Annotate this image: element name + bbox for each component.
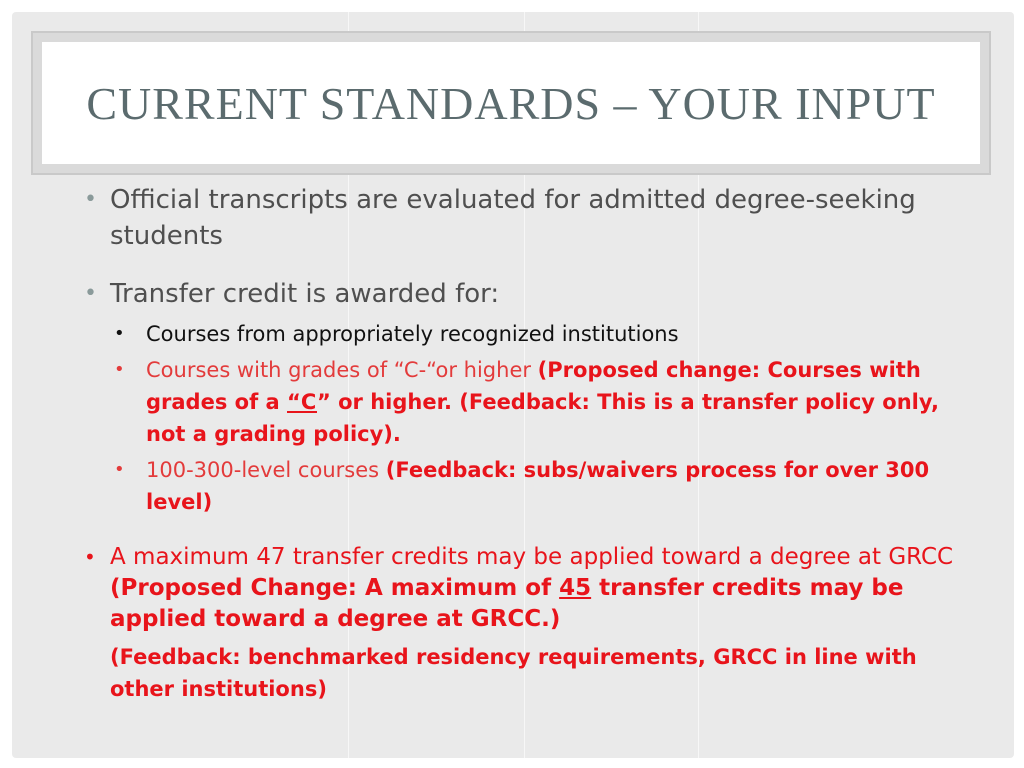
title-frame bbox=[31, 31, 991, 175]
feedback-text: ” or higher. (Feedback: This is a transfer policy only, not a grading policy). bbox=[146, 390, 939, 446]
slide-title: CURRENT STANDARDS – YOUR INPUT bbox=[86, 77, 936, 129]
sub-bullet-text: 100-300-level courses bbox=[146, 458, 386, 482]
sub-bullet-list bbox=[84, 318, 964, 518]
bullet-transcripts bbox=[84, 182, 964, 254]
feedback-paragraph: (Feedback: benchmarked residency requirements, GRCC in line with other institutions) bbox=[110, 645, 917, 701]
bullet-text: A maximum 47 transfer credits may be applied toward a degree at GRCC bbox=[110, 544, 954, 570]
bullet-text: Official transcripts are evaluated for admitted degree-seeking students bbox=[110, 185, 916, 251]
bullet-dot-icon: • bbox=[84, 281, 97, 306]
underlined-grade: “C bbox=[287, 390, 317, 414]
sub-bullet-text: Courses with grades of “C-“or higher bbox=[146, 358, 538, 382]
bullet-dot-icon: • bbox=[114, 359, 125, 380]
sub-bullet-text: Courses from appropriately recognized institutions bbox=[146, 322, 679, 346]
bullet-dot-icon: • bbox=[84, 187, 97, 212]
title-box bbox=[42, 42, 980, 164]
sub-bullet-grades bbox=[114, 354, 964, 450]
bullet-dot-icon: • bbox=[84, 545, 96, 569]
bullet-dot-icon: • bbox=[114, 459, 125, 480]
bullet-transfer-credit bbox=[84, 276, 964, 312]
sub-bullet-level bbox=[114, 454, 964, 518]
sub-bullet-institutions bbox=[114, 318, 964, 350]
proposed-change-text: (Proposed Change: A maximum of bbox=[110, 575, 560, 601]
feedback-text: (Feedback: subs/waivers process for over 300 level) bbox=[146, 458, 930, 514]
underlined-number: 45 bbox=[559, 575, 592, 601]
proposed-change-text: (Proposed change: Courses with grades of a bbox=[146, 358, 921, 414]
bullet-max-credits bbox=[84, 542, 964, 705]
bullet-dot-icon: • bbox=[114, 323, 125, 344]
bullet-text: Transfer credit is awarded for: bbox=[110, 279, 500, 309]
slide-content bbox=[84, 182, 964, 727]
proposed-change-text: transfer credits may be applied toward a degree at GRCC.) bbox=[110, 575, 904, 632]
